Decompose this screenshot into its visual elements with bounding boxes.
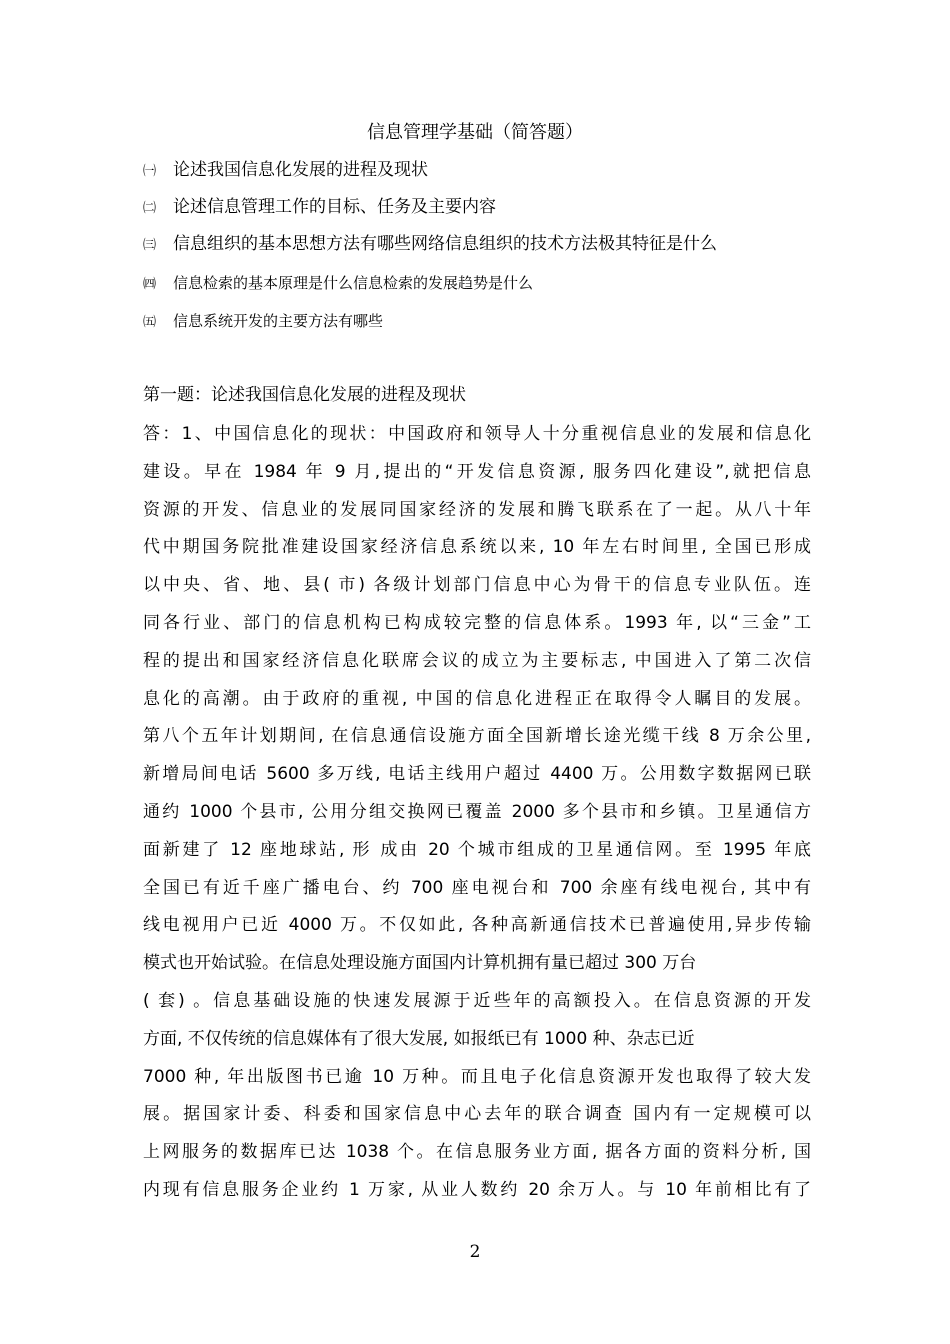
answer-line: ( 套) 。信息基础设施的快速发展源于近些年的高额投入。在信息资源的开发	[143, 990, 811, 1011]
question-text: 信息系统开发的主要方法有哪些	[173, 312, 384, 330]
question-number: ㈣	[143, 277, 157, 292]
answer-line: 模式也开始试验。在信息处理设施方面国内计算机拥有量已超过 300 万台	[143, 953, 697, 974]
answer-body	[143, 416, 811, 1210]
answer-line: 展。据国家计委、科委和国家信息中心去年的联合调查 国内有一定规模可以	[143, 1104, 811, 1125]
answer-line: 答：1、中国信息化的现状：中国政府和领导人十分重视信息业的发展和信息化	[143, 424, 811, 444]
question-item	[143, 232, 843, 258]
question-number: ㈠	[143, 164, 157, 179]
answer-line: 同各行业、部门的信息机构已构成较完整的信息体系。1993 年, 以“三金”工	[143, 612, 811, 633]
question-text: 信息组织的基本思想方法有哪些网络信息组织的技术方法极其特征是什么	[173, 234, 717, 254]
answer-line: 线电视用户已近 4000 万。不仅如此, 各种高新通信技术已普遍使用,异步传输	[143, 915, 811, 936]
answer-heading: 第一题：论述我国信息化发展的进程及现状	[143, 385, 466, 405]
question-item	[143, 271, 843, 297]
answer-line: 方面, 不仅传统的信息媒体有了很大发展, 如报纸已有 1000 种、杂志已近	[143, 1028, 695, 1049]
page-number: 2	[469, 1242, 481, 1262]
answer-line: 7000 种, 年出版图书已逾 10 万种。而且电子化信息资源开发也取得了较大发	[143, 1066, 811, 1087]
answer-line: 以中央、省、地、县( 市) 各级计划部门信息中心为骨干的信息专业队伍。连	[143, 575, 811, 596]
question-number: ㈡	[143, 201, 157, 216]
document-title: 信息管理学基础（简答题）	[367, 122, 583, 143]
question-text: 信息检索的基本原理是什么信息检索的发展趋势是什么	[173, 274, 534, 292]
answer-line: 通约 1000 个县市, 公用分组交换网已覆盖 2000 多个县市和乡镇。卫星通信方	[143, 801, 811, 822]
question-number: ㈢	[143, 238, 157, 253]
answer-line: 第八个五年计划期间, 在信息通信设施方面全国新增长途光缆干线 8 万余公里,	[143, 726, 811, 747]
answer-line: 内现有信息服务企业约 1 万家, 从业人数约 20 余万人。与 10 年前相比有了	[143, 1179, 811, 1200]
answer-line: 面新建了 12 座地球站, 形 成由 20 个城市组成的卫星通信网。至 1995 年底	[143, 839, 811, 860]
answer-line: 上网服务的数据库已达 1038 个。在信息服务业方面, 据各方面的资料分析, 国	[143, 1142, 811, 1163]
answer-line: 全国已有近千座广播电台、约 700 座电视台和 700 余座有线电视台, 其中有	[143, 877, 811, 898]
answer-line: 程的提出和国家经济信息化联席会议的成立为主要标志, 中国进入了第二次信	[143, 650, 811, 671]
question-item	[143, 309, 843, 335]
question-text: 论述信息管理工作的目标、任务及主要内容	[173, 197, 496, 217]
question-text: 论述我国信息化发展的进程及现状	[173, 160, 428, 180]
answer-line: 新增局间电话 5600 多万线, 电话主线用户超过 4400 万。公用数字数据网已联	[143, 764, 811, 785]
answer-line: 建设。早在 1984 年 9 月,提出的“开发信息资源, 服务四化建设”,就把信息	[143, 461, 811, 482]
answer-line: 资源的开发、信息业的发展同国家经济的发展和腾飞联系在了一起。从八十年	[143, 499, 811, 520]
question-item	[143, 195, 843, 221]
question-number: ㈤	[143, 315, 157, 330]
question-item	[143, 158, 843, 184]
answer-line: 息化的高潮。由于政府的重视, 中国的信息化进程正在取得令人瞩目的发展。	[143, 688, 811, 709]
answer-line: 代中期国务院批准建设国家经济信息系统以来, 10 年左右时间里, 全国已形成	[143, 537, 811, 558]
